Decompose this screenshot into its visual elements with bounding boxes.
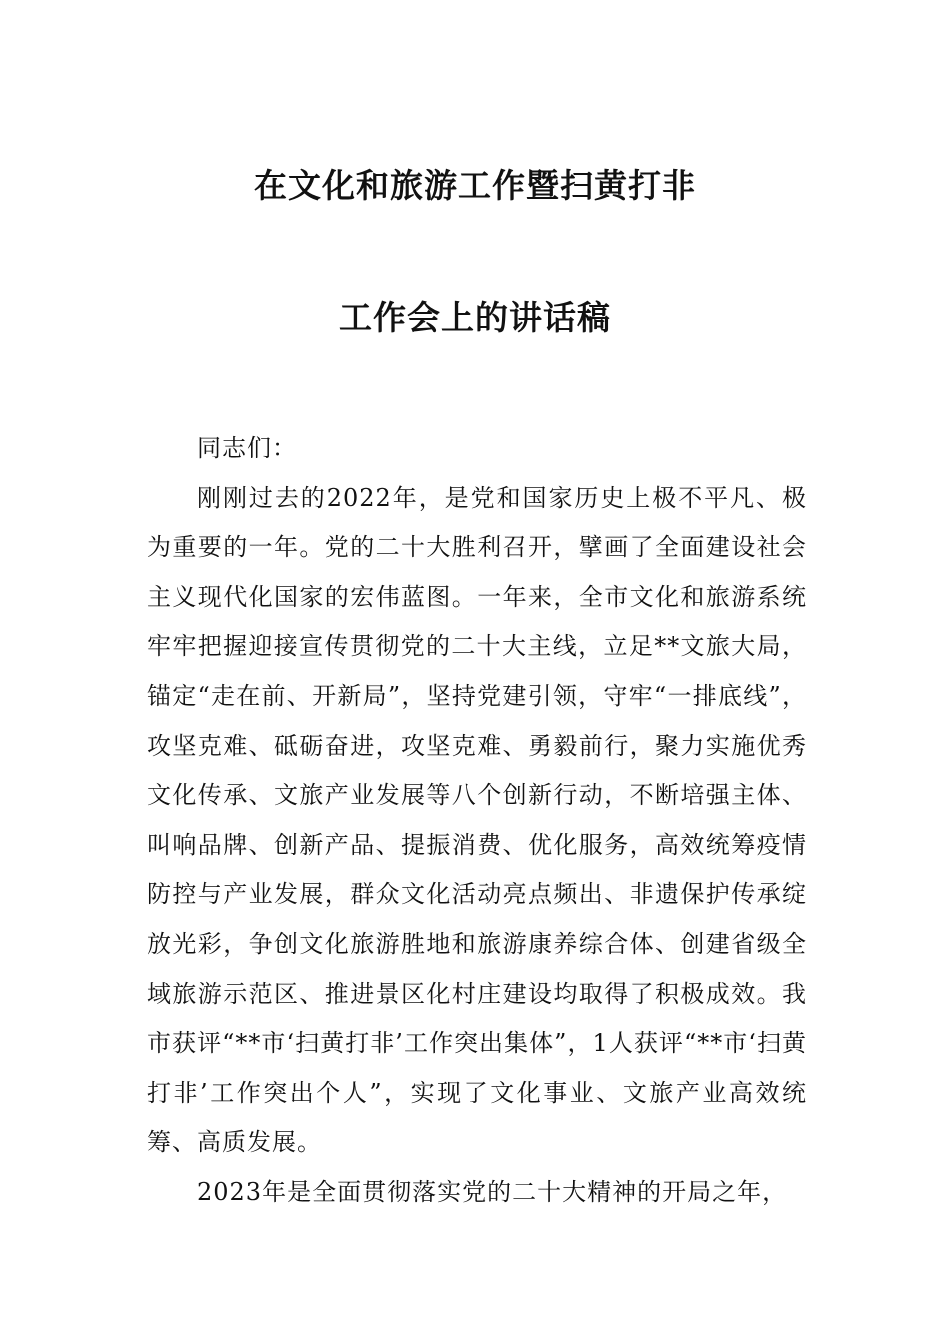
document-title-line-2: 工作会上的讲话稿 — [339, 298, 611, 337]
salutation: 同志们： — [197, 434, 297, 462]
document-body — [147, 424, 807, 1218]
paragraph-1: 刚刚过去的2022年，是党和国家历史上极不平凡、极为重要的一年。党的二十大胜利召开，擘画了全面建设社会主义现代化国家的宏伟蓝图。一年来，全市文化和旅游系统牢牢把握迎接宣传贯彻党的二十大主线，立足**文旅大局，锚定“走在前、开新局”，坚持党建引领，守牢“一排底线”，攻坚克难、砥砺奋进，攻坚克难、勇毅前行，聚力实施优秀文化传承、文旅产业发展等八个创新行动，不断培强主体、叫响品牌、创新产品、提振消费、优化服务，高效统筹疫情防控与产业发展，群众文化活动亮点频出、非遗保护传承绽放光彩，争创文化旅游胜地和旅游康养综合体、创建省级全域旅游示范区、推进景区化村庄建设均取得了积极成效。我市获评“**市‘扫黄打非’工作突出集体”，1人获评“**市‘扫黄打非’工作突出个人”，实现了文化事业、文旅产业高效统筹、高质发展。 — [147, 483, 807, 1157]
paragraph-2: 2023年是全面贯彻落实党的二十大精神的开局之年， — [197, 1177, 788, 1206]
document-title-line-1: 在文化和旅游工作暨扫黄打非 — [254, 166, 696, 205]
